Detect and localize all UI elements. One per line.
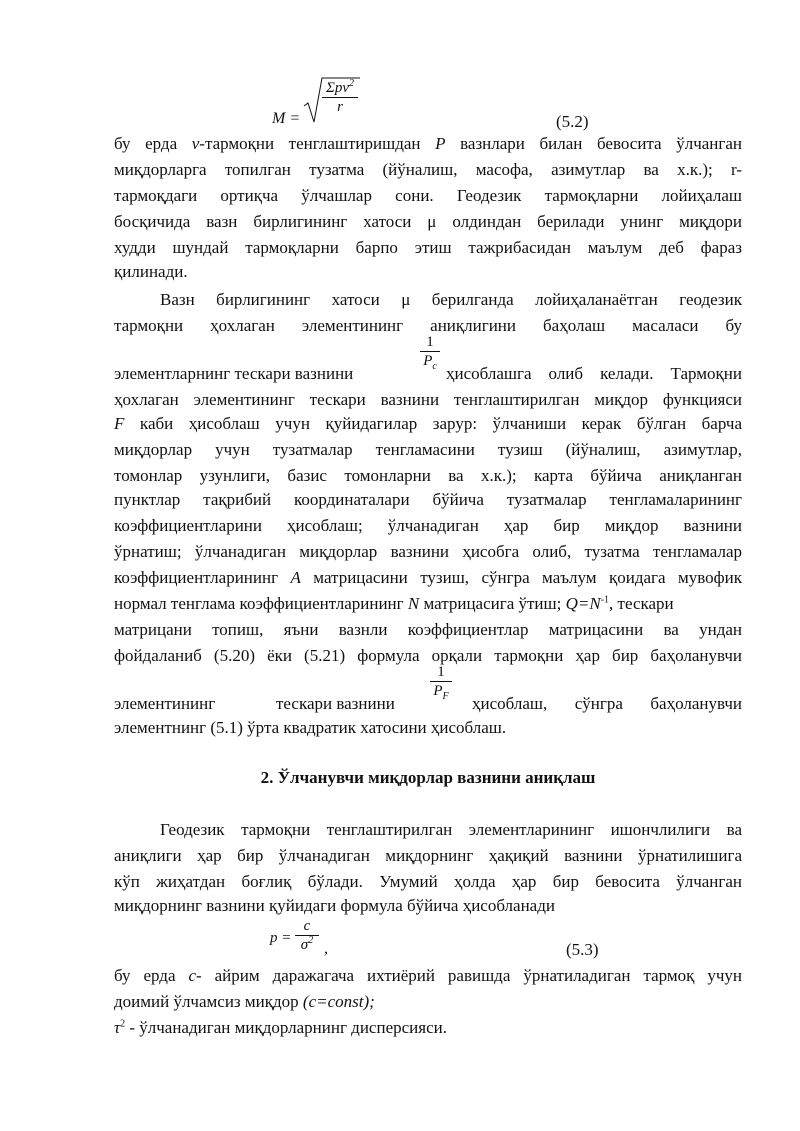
p2-line-10: ўрнатиш; ўлчанадиган миқдорлар вазнини ҳисобга олиб, тузатма тенгламалар [114, 542, 742, 561]
fraction-bar [322, 97, 358, 98]
p1-line-1: бу ерда v-тармоқни тенглаштиришдан P вазнлари билан бевосита ўлчанган [114, 134, 742, 153]
eq-5-2-number: (5.2) [556, 112, 589, 131]
p2-line-12: нормал тенглама коэффициентларининг N матрицасига ўтиш; $Q=N^{-1}$, тескари [114, 594, 674, 613]
p4-line-3: $\tau^2$ - ўлчанадиган миқдорларнинг дисперсияси. [114, 1018, 447, 1037]
eq-5-3-fraction: c $\sigma^2$ [295, 918, 319, 953]
p4-line-1: бу ерда c- айрим даражагача ихтиёрий равишда ўрнатиладиган тармоқ учун [114, 966, 742, 985]
p2-line-14: фойдаланиб (5.20) ёки (5.21) формула орқали тармоқни ҳар бир баҳоланувчи [114, 646, 742, 665]
eq-5-2-lhs: M = [272, 110, 301, 127]
p2-line-7: томонлар узунлиги, базис томонларни ва х.к.); карта бўйича аниқланган [114, 466, 742, 485]
p3-line-3: кўп жиҳатдан боғлиқ бўлади. Умумий ҳолда ҳар бир бевосита ўлчанган [114, 872, 742, 891]
p4-line-2: доимий ўлчамсиз миқдор (c=const); [114, 992, 375, 1011]
p1-line-2: миқдорларга топилган тузатма (йўналиш, масофа, азимутлар ва х.к.); r- [114, 160, 742, 179]
p1-line-4: босқичида вазн бирлигининг хатоси μ олдиндан берилади унинг миқдори [114, 212, 742, 231]
fraction-bar [430, 681, 452, 682]
p2-line-13: матрицани топиш, яъни вазнли коэффициентлар матрицасини ва ундан [114, 620, 742, 639]
p2-line-1: Вазн бирлигининг хатоси μ берилганда лойиҳаланаётган геодезик [160, 290, 742, 309]
p2-line-2: тармоқни ҳохлаган элементининг аниқлигини баҳолаш масаласи бу [114, 316, 742, 335]
p3-line-4: миқдорнинг вазнини қуйидаги формула бўйича ҳисобланади [114, 896, 555, 915]
p2-line-5: F каби ҳисоблаш учун қуйидагилар зарур: ўлчаниши керак бўлган барча [114, 414, 742, 433]
p1-line-6: қилинади. [114, 262, 188, 281]
p2-line-15c: ҳисоблаш, сўнгра баҳоланувчи [472, 694, 742, 713]
fraction-bar [420, 351, 440, 352]
p2-line-15b: тескари вазнини [276, 694, 395, 713]
p2-line-3a: элементларнинг тескари вазнини [114, 364, 354, 383]
p2-line-4: ҳохлаган элементининг тескари вазнини тенглаштирилган миқдор функцияси [114, 390, 742, 409]
eq-5-2-numerator-sup: 2 [349, 78, 355, 89]
p2-line-15a: элементининг [114, 694, 216, 713]
p2-line-6: миқдорлар учун тузатмалар тенгламасини тузиш (йўналиш, азимутлар, [114, 440, 742, 459]
eq-5-3-numerator: c [303, 918, 311, 934]
p3-line-2: аниқлиги ҳар бир ўлчанадиган миқдорнинг ҳақиқий вазнини ўрнатилишига [114, 846, 742, 865]
eq-5-3-number: (5.3) [566, 940, 599, 959]
p2-line-3b: ҳисоблашга олиб келади. Тармоқни [446, 364, 742, 383]
inverse-weight-fraction-pf: 1 $P_F$ [430, 664, 452, 699]
eq-5-3-denominator: σ [300, 937, 309, 953]
inverse-weight-fraction-pc: 1 $P_c$ [420, 334, 440, 369]
eq-5-2-fraction [322, 80, 358, 115]
p2-line-16: элементнинг (5.1) ўрта квадратик хатосини ҳисоблаш. [114, 718, 507, 737]
p1-line-3: тармоқдаги ортиқча ўлчашлар сони. Геодезик тармоқларни лойиҳалаш [114, 186, 742, 205]
p2-line-9: коэффициентларини ҳисоблаш; ўлчанадиган ҳар бир миқдор вазнини [114, 516, 742, 535]
p1-line-5: худди шундай тармоқларни барпо этиш тажрибасидан маълум деб фараз [114, 238, 742, 257]
eq-5-2-denominator: r [337, 99, 343, 115]
eq-5-3-lhs: p = [270, 930, 292, 946]
p3-line-1: Геодезик тармоқни тенглаштирилган элементларининг ишончлилиги ва [160, 820, 742, 839]
p2-line-11: коэффициентларининг A матрицасини тузиш, сўнгра маълум қоидага мувофик [114, 568, 742, 587]
fraction-bar [295, 935, 319, 936]
eq-5-2-numerator: Σpv [325, 80, 350, 96]
section-heading: 2. Ўлчанувчи миқдорлар вазнини аниқлаш [260, 768, 596, 787]
eq-5-3-comma: , [324, 940, 328, 957]
p2-line-8: пунктлар тақрибий координаталари бўйича тузатмалар тенгламаларининг [114, 490, 742, 509]
